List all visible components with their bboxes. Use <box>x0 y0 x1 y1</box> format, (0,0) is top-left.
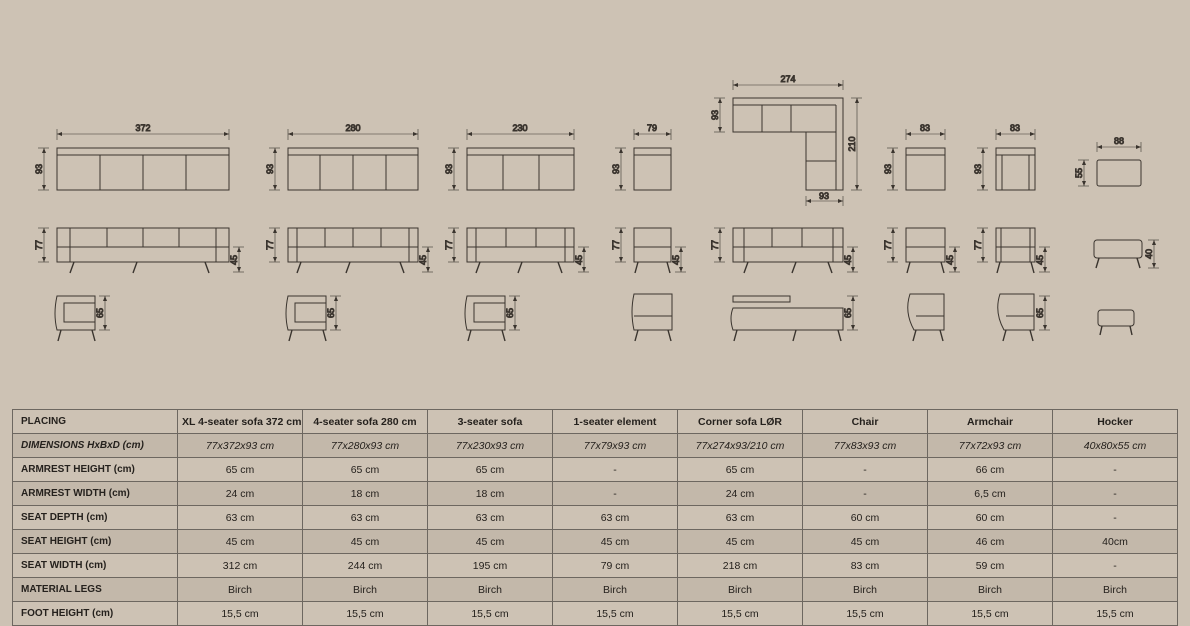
cell: - <box>803 482 928 506</box>
cell: 66 cm <box>928 458 1053 482</box>
column-header-placing: PLACING <box>13 410 178 434</box>
cell: 77x83x93 cm <box>803 434 928 458</box>
svg-text:65: 65 <box>1035 307 1045 319</box>
armchair-top-view <box>973 123 1035 190</box>
3seater-side-view <box>465 296 520 341</box>
cell: - <box>1053 458 1178 482</box>
svg-text:93: 93 <box>710 109 720 121</box>
cell: - <box>1053 506 1178 530</box>
cell: 15,5 cm <box>303 602 428 626</box>
cell: 63 cm <box>678 506 803 530</box>
cell: 77x79x93 cm <box>553 434 678 458</box>
cell: 312 cm <box>178 554 303 578</box>
table-row <box>13 458 1178 482</box>
cell: 79 cm <box>553 554 678 578</box>
svg-text:372: 372 <box>135 123 151 133</box>
svg-text:93: 93 <box>818 191 830 201</box>
4seater-top-view <box>265 123 418 190</box>
armchair-side-view <box>998 294 1050 341</box>
svg-text:45: 45 <box>945 254 955 266</box>
column-header-hocker: Hocker <box>1053 410 1178 434</box>
svg-text:93: 93 <box>444 163 454 175</box>
cell: 45 cm <box>178 530 303 554</box>
corner-front-view <box>710 228 858 273</box>
cell: 60 cm <box>803 506 928 530</box>
table-row <box>13 482 1178 506</box>
column-header-4seater: 4-seater sofa 280 cm <box>303 410 428 434</box>
svg-text:93: 93 <box>973 163 983 175</box>
cell: 15,5 cm <box>1053 602 1178 626</box>
1seater-top-view <box>611 123 671 190</box>
svg-text:280: 280 <box>345 123 361 133</box>
cell: 15,5 cm <box>803 602 928 626</box>
svg-text:55: 55 <box>1074 167 1084 179</box>
chair-front-view <box>883 228 960 273</box>
xl-4seater-side-view <box>55 296 110 341</box>
svg-text:65: 65 <box>326 307 336 319</box>
svg-text:230: 230 <box>512 123 528 133</box>
cell: - <box>553 458 678 482</box>
cell: - <box>803 458 928 482</box>
table-row <box>13 578 1178 602</box>
row-label-seat-depth: SEAT DEPTH (cm) <box>13 506 178 530</box>
column-header-corner-sofa: Corner sofa LØR <box>678 410 803 434</box>
cell: 15,5 cm <box>428 602 553 626</box>
svg-text:65: 65 <box>95 307 105 319</box>
svg-text:83: 83 <box>919 123 931 133</box>
cell: 65 cm <box>303 458 428 482</box>
cell: 45 cm <box>803 530 928 554</box>
row-label-material-legs: MATERIAL LEGS <box>13 578 178 602</box>
cell: - <box>1053 482 1178 506</box>
svg-text:93: 93 <box>611 163 621 175</box>
row-label-seat-width: SEAT WIDTH (cm) <box>13 554 178 578</box>
3seater-top-view <box>444 123 574 190</box>
svg-text:77: 77 <box>444 239 454 251</box>
cell: 65 cm <box>678 458 803 482</box>
cell: 15,5 cm <box>678 602 803 626</box>
svg-text:45: 45 <box>1035 254 1045 266</box>
armchair-front-view <box>973 228 1050 273</box>
cell: 63 cm <box>553 506 678 530</box>
4seater-front-view <box>265 228 433 273</box>
column-header-chair: Chair <box>803 410 928 434</box>
svg-text:77: 77 <box>973 239 983 251</box>
cell: Birch <box>678 578 803 602</box>
cell: 195 cm <box>428 554 553 578</box>
cell: 77x372x93 cm <box>178 434 303 458</box>
cell: Birch <box>1053 578 1178 602</box>
cell: 15,5 cm <box>553 602 678 626</box>
xl-4seater-top-view <box>34 123 229 190</box>
cell: Birch <box>178 578 303 602</box>
cell: 59 cm <box>928 554 1053 578</box>
cell: 77x230x93 cm <box>428 434 553 458</box>
svg-text:77: 77 <box>883 239 893 251</box>
cell: 45 cm <box>303 530 428 554</box>
cell: Birch <box>303 578 428 602</box>
1seater-front-view <box>611 228 686 273</box>
svg-text:77: 77 <box>265 239 275 251</box>
cell: 63 cm <box>178 506 303 530</box>
svg-text:93: 93 <box>883 163 893 175</box>
cell: 218 cm <box>678 554 803 578</box>
table-row <box>13 554 1178 578</box>
svg-text:45: 45 <box>843 254 853 266</box>
row-label-armrest-width: ARMREST WIDTH (cm) <box>13 482 178 506</box>
cell: 15,5 cm <box>178 602 303 626</box>
hocker-front-view <box>1094 240 1159 268</box>
svg-text:274: 274 <box>780 74 796 84</box>
svg-text:93: 93 <box>34 163 44 175</box>
cell: 77x274x93/210 cm <box>678 434 803 458</box>
svg-text:83: 83 <box>1009 123 1021 133</box>
cell: 40x80x55 cm <box>1053 434 1178 458</box>
corner-top-view <box>710 74 862 206</box>
cell: Birch <box>928 578 1053 602</box>
table-row <box>13 602 1178 626</box>
column-header-1seater: 1-seater element <box>553 410 678 434</box>
svg-text:77: 77 <box>710 239 720 251</box>
cell: 63 cm <box>303 506 428 530</box>
cell: 77x72x93 cm <box>928 434 1053 458</box>
hocker-top-view <box>1074 136 1141 186</box>
table-row <box>13 530 1178 554</box>
cell: Birch <box>428 578 553 602</box>
row-label-seat-height: SEAT HEIGHT (cm) <box>13 530 178 554</box>
cell: 18 cm <box>303 482 428 506</box>
table-row <box>13 506 1178 530</box>
cell: 6,5 cm <box>928 482 1053 506</box>
svg-text:45: 45 <box>574 254 584 266</box>
cell: 45 cm <box>678 530 803 554</box>
chair-side-view <box>908 294 944 341</box>
svg-text:77: 77 <box>611 239 621 251</box>
svg-text:65: 65 <box>505 307 515 319</box>
cell: 83 cm <box>803 554 928 578</box>
row-label-dimensions: DIMENSIONS HxBxD (cm) <box>13 434 178 458</box>
chair-top-view <box>883 123 945 190</box>
svg-text:79: 79 <box>646 123 658 133</box>
3seater-front-view <box>444 228 589 273</box>
svg-text:45: 45 <box>229 254 239 266</box>
svg-text:45: 45 <box>418 254 428 266</box>
svg-text:210: 210 <box>847 136 857 152</box>
specifications-table <box>12 409 1178 626</box>
cell: 24 cm <box>178 482 303 506</box>
cell: 46 cm <box>928 530 1053 554</box>
cell: 45 cm <box>428 530 553 554</box>
svg-text:45: 45 <box>671 254 681 266</box>
cell: 65 cm <box>178 458 303 482</box>
corner-side-view <box>731 296 858 341</box>
cell: 45 cm <box>553 530 678 554</box>
cell: Birch <box>803 578 928 602</box>
xl-4seater-front-view <box>34 228 244 273</box>
svg-text:65: 65 <box>843 307 853 319</box>
cell: 60 cm <box>928 506 1053 530</box>
4seater-side-view <box>286 296 341 341</box>
cell: 24 cm <box>678 482 803 506</box>
svg-text:77: 77 <box>34 239 44 251</box>
1seater-side-view <box>632 294 672 341</box>
cell: 77x280x93 cm <box>303 434 428 458</box>
svg-text:40: 40 <box>1144 248 1154 260</box>
cell: 244 cm <box>303 554 428 578</box>
table-header-row <box>13 410 1178 434</box>
cell: - <box>553 482 678 506</box>
cell: 63 cm <box>428 506 553 530</box>
hocker-side-view <box>1098 310 1134 335</box>
table-row <box>13 434 1178 458</box>
cell: 18 cm <box>428 482 553 506</box>
row-label-armrest-height: ARMREST HEIGHT (cm) <box>13 458 178 482</box>
svg-text:93: 93 <box>265 163 275 175</box>
row-label-foot-height: FOOT HEIGHT (cm) <box>13 602 178 626</box>
cell: 40cm <box>1053 530 1178 554</box>
cell: 15,5 cm <box>928 602 1053 626</box>
cell: Birch <box>553 578 678 602</box>
column-header-xl-4seater: XL 4-seater sofa 372 cm <box>178 410 303 434</box>
svg-text:88: 88 <box>1113 136 1125 146</box>
cell: 65 cm <box>428 458 553 482</box>
cell: - <box>1053 554 1178 578</box>
column-header-3seater: 3-seater sofa <box>428 410 553 434</box>
column-header-armchair: Armchair <box>928 410 1053 434</box>
